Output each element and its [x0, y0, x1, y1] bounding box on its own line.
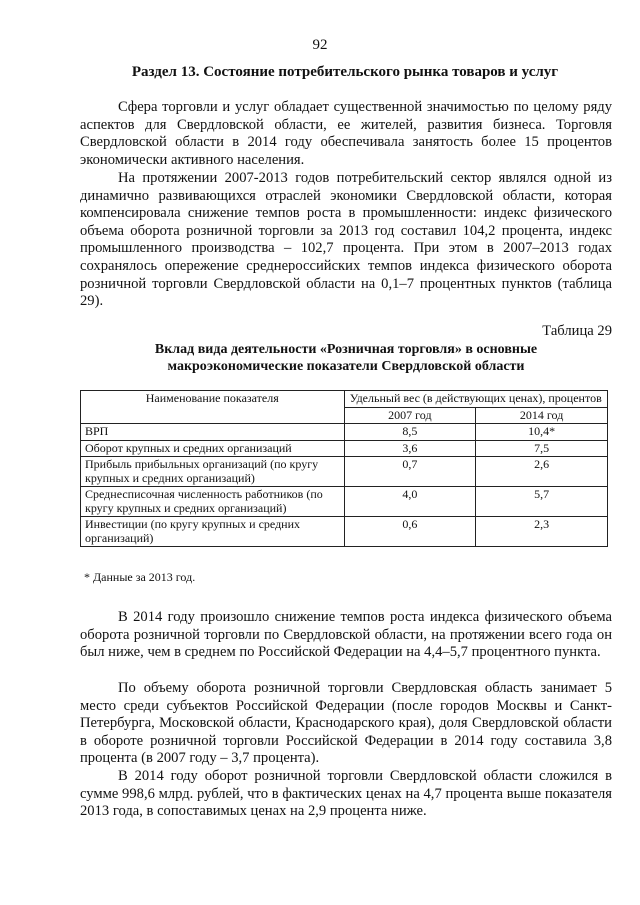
row-value-2007: 3,6: [344, 440, 476, 457]
table-row: [81, 457, 608, 487]
table-footnote: * Данные за 2013 год.: [84, 570, 196, 584]
header-year-2014: 2014 год: [476, 407, 608, 424]
row-name: Прибыль прибыльных организаций (по кругу крупных и средних организаций): [81, 457, 345, 487]
paragraph: На протяжении 2007-2013 годов потребительский сектор являлся одной из динамично развивающихся отраслей экономики Свердловской области, которая компенсировала снижение темпов роста в промышленности: индекс физического объема оборота розничной торговли за 2013 год составил 104,2 процента, индекс промышленного производства – 102,7 процента. При этом в 2007–2013 годах сохранялось опережение среднероссийских темпов индекса физического оборота розничной торговли Свердловской области на 0,1–7 процентных пунктов (таблица 29).: [80, 170, 612, 310]
row-value-2007: 8,5: [344, 424, 476, 441]
table-title: [80, 341, 612, 375]
header-indicator-name: Наименование показателя: [81, 391, 345, 424]
row-name: Инвестиции (по кругу крупных и средних организаций): [81, 517, 345, 547]
paragraph: Сфера торговли и услуг обладает существенной значимостью по целому ряду аспектов для Свердловской области, ее жителей, развития бизнеса. Торговля Свердловской области в 2014 году обеспечивала занятость более 15 процентов экономически активного населения.: [80, 99, 612, 168]
row-value-2007: 4,0: [344, 487, 476, 517]
header-year-2007: 2007 год: [344, 407, 476, 424]
table-row: [81, 517, 608, 547]
row-value-2014: 2,3: [476, 517, 608, 547]
row-value-2014: 5,7: [476, 487, 608, 517]
row-name: ВРП: [81, 424, 345, 441]
header-share-group: Удельный вес (в действующих ценах), процентов: [344, 391, 607, 408]
paragraph: В 2014 году оборот розничной торговли Свердловской области сложился в сумме 998,6 млрд. рублей, что в фактических ценах на 4,7 процента выше показателя 2013 года, в сопоставимых ценах на 2,9 процента ниже.: [80, 768, 612, 820]
row-name: Оборот крупных и средних организаций: [81, 440, 345, 457]
table-title-line: макроэкономические показатели Свердловской области: [167, 359, 525, 374]
table-row: [81, 440, 608, 457]
section-title: Раздел 13. Состояние потребительского рынка товаров и услуг: [131, 64, 559, 80]
row-value-2007: 0,7: [344, 457, 476, 487]
row-value-2007: 0,6: [344, 517, 476, 547]
page-number: 92: [312, 37, 328, 53]
table-row: [81, 487, 608, 517]
paragraph: В 2014 году произошло снижение темпов роста индекса физического объема оборота розничной торговли по Свердловской области, на протяжении всего года он был ниже, чем в среднем по Российской Федерации на 4,4–5,7 процентного пункта.: [80, 609, 612, 661]
table-row: [81, 424, 608, 441]
row-name: Среднесписочная численность работников (по кругу крупных и средних организаций): [81, 487, 345, 517]
indicators-table: [80, 390, 608, 547]
paragraph: По объему оборота розничной торговли Свердловская область занимает 5 место среди субъектов Российской Федерации (после городов Москвы и Санкт-Петербурга, Московской области, Краснодарского края), доля Свердловской области в обороте розничной торговли Российской Федерации в 2014 году составила 3,8 процента (в 2007 году – 3,7 процента).: [80, 680, 612, 767]
table-title-line: Вклад вида деятельности «Розничная торговля» в основные: [154, 342, 538, 357]
row-value-2014: 2,6: [476, 457, 608, 487]
table-header-row: [81, 391, 608, 408]
row-value-2014: 7,5: [476, 440, 608, 457]
table-number: Таблица 29: [542, 323, 612, 339]
row-value-2014: 10,4*: [476, 424, 608, 441]
